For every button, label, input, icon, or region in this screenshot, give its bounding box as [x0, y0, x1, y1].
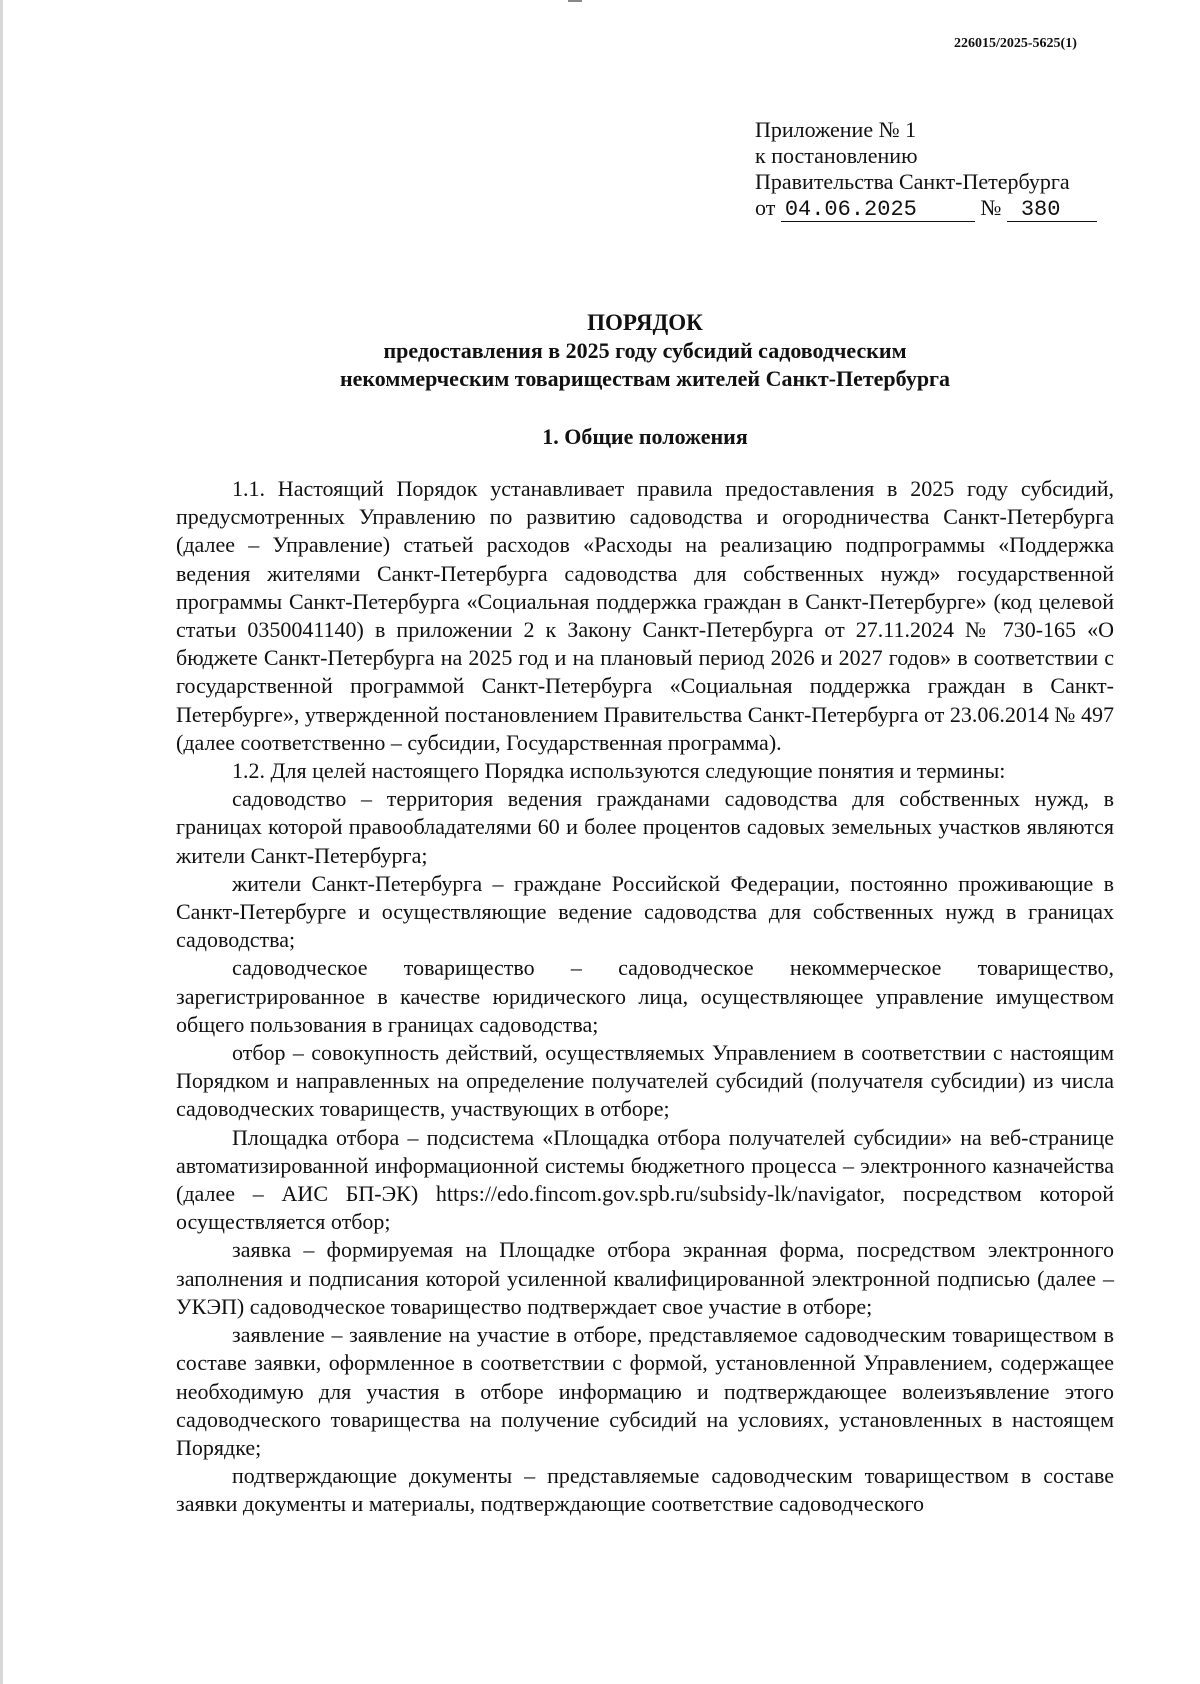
title-sub-1: предоставления в 2025 году субсидий садоводческим [383, 338, 907, 363]
scan-edge [0, 0, 3, 1684]
paragraph: заявка – формируемая на Площадке отбора экранная форма, посредством электронного заполнения и подписания которой усиленной квалифицированной электронной подписью (далее – УКЭП) садоводческое товарищество подтверждает свое участие в отборе; [176, 1237, 1114, 1319]
number-prefix: № [980, 195, 1002, 220]
body-text [176, 475, 1114, 1519]
title-main: ПОРЯДОК [587, 310, 703, 335]
date-field [781, 197, 975, 222]
paragraph: подтверждающие документы – представляемые садоводческим товариществом в составе заявки документы и материалы, подтверждающие соответствие садоводческого [176, 1463, 1114, 1517]
paragraph: жители Санкт-Петербурга – граждане Российской Федерации, постоянно проживающие в Санкт-Петербурге и осуществляющие ведение садоводства для собственных нужд в границах садоводства; [176, 870, 1114, 953]
number-value: 380 [1020, 197, 1061, 222]
appendix-line-3: Правительства Санкт-Петербурга [755, 169, 1070, 194]
appendix-line-2: к постановлению [755, 143, 918, 168]
paragraph: заявление – заявление на участие в отборе, представляемое садоводческим товариществом в составе заявки, оформленное в соответствии с формой, установленной Управлением, содержащее необходимую для участия в отборе информацию и подтверждающее волеизъявление этого садоводческого товарищества на получение субсидий на условиях, установленных в настоящем Порядке; [176, 1322, 1114, 1460]
appendix-block [755, 117, 1097, 222]
document-title [176, 309, 1114, 393]
paragraph: отбор – совокупность действий, осуществляемых Управлением в соответствии с настоящим Порядком и направленных на определение получателей субсидий (получателя субсидии) из числа садоводческих товариществ, участвующих в отборе; [176, 1040, 1114, 1122]
appendix-date-line [755, 195, 1097, 222]
number-field [1007, 197, 1097, 222]
scan-mark [568, 0, 582, 2]
registration-number: 226015/2025-5625(1) [954, 36, 1077, 51]
paragraph: 1.1. Настоящий Порядок устанавливает правила предоставления в 2025 году субсидий, предусмотренных Управлению по развитию садоводства и огородничества Санкт-Петербурга (далее – Управление) статьей расходов «Расходы на реализацию подпрограммы «Поддержка ведения жителями Санкт-Петербурга садоводства для собственных нужд» государственной программы Санкт-Петербурга «Социальная поддержка граждан в Санкт-Петербурге» (код целевой статьи 0350041140) в приложении 2 к Закону Санкт-Петербурга от 27.11.2024 № 730-165 «О бюджете Санкт-Петербурга на 2025 год и на плановый период 2026 и 2027 годов» в соответствии с государственной программой Санкт-Петербурга «Социальная поддержка граждан в Санкт-Петербурге», утвержденной постановлением Правительства Санкт-Петербурга от 23.06.2014 № 497 (далее соответственно – субсидии, Государственная программа). [176, 476, 1114, 755]
date-value: 04.06.2025 [784, 197, 917, 222]
paragraph: садоводство – территория ведения гражданами садоводства для собственных нужд, в границах которой правообладателями 60 и более процентов садовых земельных участков являются жители Санкт-Петербурга; [176, 786, 1114, 868]
paragraph: садоводческое товарищество – садоводческое некоммерческое товарищество, зарегистрированное в качестве юридического лица, осуществляющее управление имуществом общего пользования в границах садоводства; [176, 955, 1114, 1037]
date-prefix: от [755, 195, 776, 220]
paragraph: Площадка отбора – подсистема «Площадка отбора получателей субсидии» на веб-странице автоматизированной информационной системы бюджетного процесса – электронного казначейства (далее – АИС БП-ЭК) https://edo.fincom.gov.spb.ru/subsidy-lk/navigator, посредством которой осуществляется отбор; [176, 1124, 1114, 1235]
title-sub-2: некоммерческим товариществам жителей Санкт-Петербурга [339, 366, 951, 391]
paragraph: 1.2. Для целей настоящего Порядка используются следующие понятия и термины: [232, 758, 1006, 784]
appendix-line-1: Приложение № 1 [755, 117, 917, 142]
section-heading: 1. Общие положения [542, 424, 748, 449]
